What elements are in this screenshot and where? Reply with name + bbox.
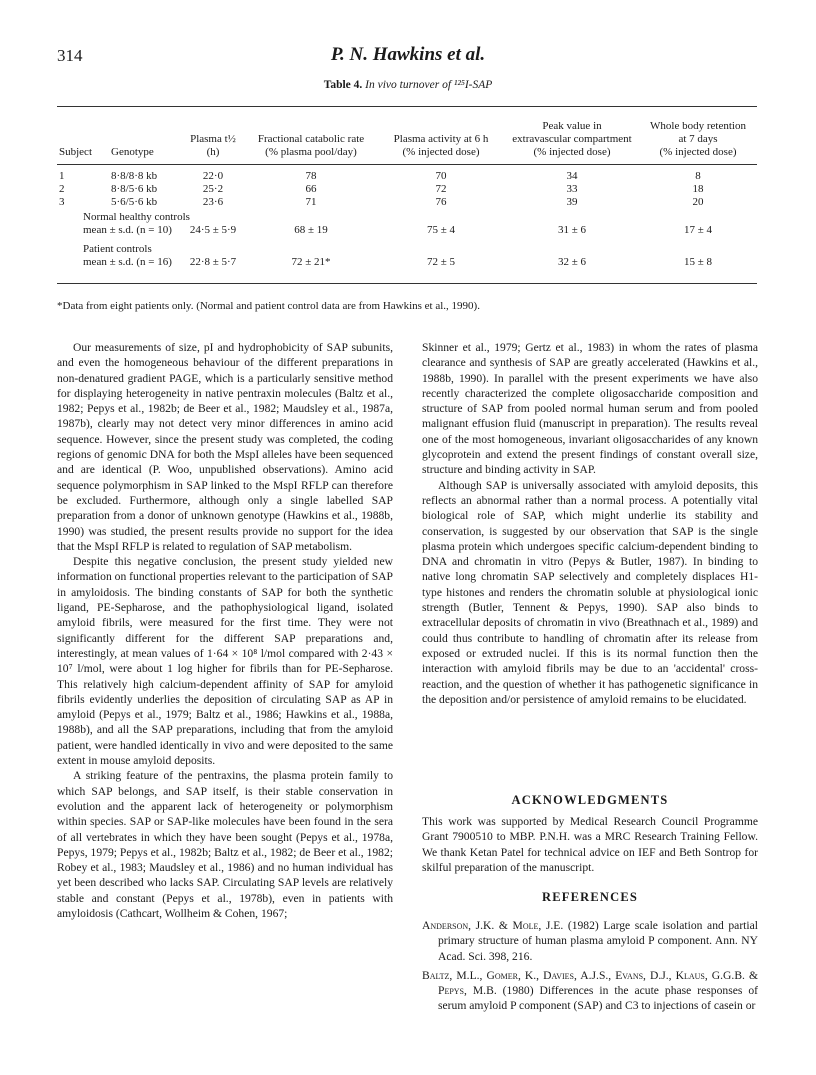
col-header-text: Plasma activity at 6 h (% injected dose) (393, 133, 489, 158)
cell: 70 (435, 170, 447, 182)
reference-text: (1982) Large scale isolation and partial primary structure of human plasma amyloid P component. Ann. NY Acad. Sci. 398, 216. (438, 919, 758, 963)
cell: 8·8/8·8 kb (111, 170, 158, 182)
col-header (639, 110, 757, 164)
cell: 31 ± 6 (557, 224, 587, 236)
cell: 15 ± 8 (683, 256, 713, 268)
cell: 8 (695, 170, 701, 182)
col-header (181, 110, 245, 164)
cell: 72 (435, 183, 447, 195)
paragraph: Although SAP is universally associated with amyloid deposits, this reflects an abnormal rather than a normal process. A potentially vital biological role of SAP, which might underlie its stability and conservation, is suggested by our observation that SAP is the single plasma protein which undergoes specific calcium-dependent binding to DNA and chromatin in vitro (Pepys & Butler, 1987). In binding to native long chromatin SAP selectively and completely displaces H1-type histones and renders the chromatin soluble at physiological ionic strength (Butler, Tennent & Pepys, 1990). SAP also binds to extracellular deposits of chromatin in vivo (Breathnach et al., 1989) and could thus contribute to handling of chromatin after its release from exposed or extruded nuclei. If this is its normal function then the interaction with amyloid fibrils may be due to an 'accidental' cross-reaction, and the question of whether it has pathogenetic significance in the deposition and/or persistence of amyloid remains to be elucidated. (422, 478, 758, 706)
paragraph: Skinner et al., 1979; Gertz et al., 1983) in whom the rates of plasma clearance and synthesis of SAP are greatly accelerated (Hawkins et al., 1988b, 1990). In parallel with the present experiments we have also recently characterized the complete oligosaccharide composition and structure of SAP from pooled normal human serum and from pooled malignant effusion fluid (manuscript in preparation). The results reveal one of the most homogeneous, invariant oligosaccharides of any known glycoprotein and extend the present findings of constant overall size, structure and binding activity in SAP. (422, 341, 758, 477)
table-row (57, 164, 757, 183)
cell: 22·0 (202, 170, 224, 182)
reference-authors: Baltz, M.L., Gomer, K., Davies, A.J.S., Evans, D.J., Klaus, G.G.B. & Pepys, M.B. (422, 968, 758, 998)
table-row (57, 183, 757, 196)
cell: 3 (59, 196, 65, 208)
reference-item (422, 968, 758, 1014)
cell: 24·5 ± 5·9 (189, 224, 237, 236)
body-column-right (422, 340, 758, 707)
cell: 23·6 (202, 196, 224, 208)
cell: 76 (435, 196, 447, 208)
group-label: Patient controls (83, 243, 152, 255)
col-header (245, 110, 377, 164)
table-row (57, 256, 757, 273)
references-heading: REFERENCES (541, 890, 639, 904)
cell: 72 ± 5 (426, 256, 456, 268)
table-group-row (57, 209, 757, 224)
cell: 22·8 ± 5·7 (189, 256, 237, 268)
acknowledgments-heading: ACKNOWLEDGMENTS (511, 793, 669, 807)
cell: 78 (305, 170, 317, 182)
references-list (422, 918, 758, 1018)
col-header (57, 110, 109, 164)
cell: 32 ± 6 (557, 256, 587, 268)
paragraph: A striking feature of the pentraxins, the plasma protein family to which SAP belongs, and SAP itself, is their stable conservation in evolution and the apparent lack of heterogeneity or polymorphism within species. SAP or SAP-like molecules have been found in the sera of all vertebrates in which they have been sought (Pepys et al., 1978a, Pepys, 1979; Pepys et al., 1982b; Baltz et al., 1982; de Beer et al., 1982; Robey et al., 1983; Maudsley et al., 1986) and no human individual has yet been described who lacks SAP. Circulating SAP levels are relatively stable and constant (Pepys et al., 1978b), even in patients with amyloidosis (Cathcart, Wollheim & Cohen, 1967; (57, 769, 393, 920)
cell: 17 ± 4 (683, 224, 713, 236)
cell: mean ± s.d. (n = 16) (83, 256, 172, 268)
col-header-text: Subject (59, 146, 92, 158)
paragraph: Our measurements of size, pI and hydrophobicity of SAP subunits, and even the homogeneous behaviour of the different preparations in non-denatured gradient PAGE, which is a particularly sensitive method for displaying heterogeneity in native pentraxin molecules (Baltz et al., 1982; Pepys et al., 1982b; de Beer et al., 1982; Maudsley et al., 1987a, 1987b), clearly may not detect very minor differences in amino acid sequence. However, since the present study was completed, the coding regions of genomic DNA for both the MspI alleles have been sequenced and are identical (P. Woo, unpublished observations). Amino acid sequence polymorphism in SAP linked to the MspI RFLP can therefore be excluded. Furthermore, although only a single labelled SAP preparation from a donor of unknown genotype (Hawkins et al., 1988b, 1990) was studied, the present results provide no support for the idea that the MspI RFLP is related to regulation of SAP metabolism. (57, 341, 393, 553)
cell: 66 (305, 183, 317, 195)
cell: 5·6/5·6 kb (111, 196, 158, 208)
col-header-text: Fractional catabolic rate (% plasma pool/day) (257, 133, 365, 158)
body-column-left (57, 340, 393, 921)
acknowledgments-text: This work was supported by Medical Research Council Programme Grant 7900510 to MBP. P.N.H. was a MRC Research Training Fellow. We thank Ketan Patel for technical advice on IEF and Beth Sontrop for skilful preparation of the manuscript. (422, 815, 758, 874)
table-bottom-rule (57, 283, 757, 284)
col-header (109, 110, 181, 164)
cell: 72 ± 21* (291, 256, 331, 268)
cell: 71 (305, 196, 317, 208)
table-caption-text: In vivo turnover of ¹²⁵I-SAP (365, 79, 493, 91)
cell: 2 (59, 183, 65, 195)
cell: mean ± s.d. (n = 10) (83, 224, 172, 236)
reference-item (422, 918, 758, 964)
cell: 18 (692, 183, 704, 195)
cell: 1 (59, 170, 65, 182)
cell: 20 (692, 196, 704, 208)
cell: 33 (566, 183, 578, 195)
cell: 8·8/5·6 kb (111, 183, 158, 195)
cell: 39 (566, 196, 578, 208)
col-header-text: Whole body retention at 7 days (% injected dose) (650, 120, 746, 158)
cell: 68 ± 19 (294, 224, 328, 236)
turnover-table (57, 110, 757, 273)
paragraph: Despite this negative conclusion, the present study yielded new information on functional properties relevant to the participation of SAP in amyloidosis. The binding constants of SAP for both the synthetic ligand, PE-Sepharose, and the pathophysiological ligand, isolated amyloid fibrils, were measured for the first time. They were not significantly different for the different SAP preparations and, interestingly, at mean values of 1·64 × 10⁸ l/mol compared with 2·43 × 10⁷ l/mol, were about 1 log higher for fibrils than for PE-Sepharose. This relatively high calcium-dependent affinity of SAP for amyloid fibrils evidently underlies the deposition of circulating SAP as AP in amyloid (Pepys et al., 1979; Baltz et al., 1986; Hawkins et al., 1988a, 1988b), and all the SAP preparations, including that from the amyloid patient, were handled identically in vivo and were deposited to the same extent in mouse amyloid deposits. (57, 555, 393, 768)
table-caption-label: Table 4. (323, 79, 363, 91)
col-header (505, 110, 639, 164)
reference-text: (1980) Differences in the acute phase responses of serum amyloid P component (SAP) and C3 to injections of casein or (438, 984, 758, 1013)
col-header-text: Peak value in extravascular compartment (% injected dose) (512, 120, 632, 158)
running-head: P. N. Hawkins et al. (330, 44, 486, 65)
col-header-text: Plasma t½ (h) (190, 133, 236, 158)
table-caption (0, 79, 816, 91)
cell: 75 ± 4 (426, 224, 456, 236)
table-row (57, 224, 757, 237)
table-footnote: *Data from eight patients only. (Normal and patient control data are from Hawkins et al., 1990). (57, 300, 480, 312)
table-row (57, 196, 757, 209)
cell: 34 (566, 170, 578, 182)
col-header-text: Genotype (111, 146, 154, 158)
col-header (377, 110, 505, 164)
cell: 25·2 (202, 183, 224, 195)
reference-authors: Anderson, J.K. & Mole, J.E. (422, 919, 564, 932)
table-top-rule (57, 106, 757, 107)
page-number: 314 (57, 46, 83, 65)
table-header-row (57, 110, 757, 164)
table-group-row (57, 237, 757, 256)
group-label: Normal healthy controls (83, 211, 190, 223)
